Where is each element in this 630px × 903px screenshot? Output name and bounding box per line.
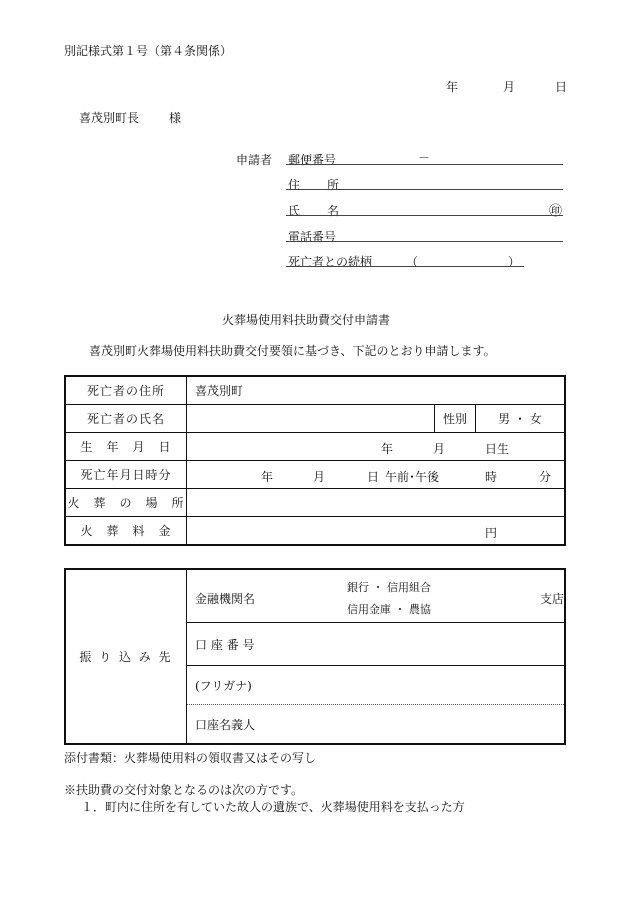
name-label-1: 氏 bbox=[288, 204, 301, 218]
phone-label: 電話番号 bbox=[288, 230, 337, 244]
account-holder-cell[interactable] bbox=[187, 705, 566, 745]
attachment-note: 添付書類：火葬場使用料の領収書又はその写し bbox=[64, 751, 317, 765]
cremation-place-cell[interactable] bbox=[187, 489, 566, 517]
address-label-1: 住 bbox=[288, 178, 301, 192]
account-holder-label: 口座名義人 bbox=[195, 717, 256, 732]
name-label-2: 名 bbox=[327, 204, 340, 218]
bank-transfer-table bbox=[64, 568, 566, 745]
form-number: 別記様式第１号（第４条関係） bbox=[64, 44, 233, 58]
bank-name-cell[interactable] bbox=[187, 569, 566, 623]
deceased-address-value: 喜茂別町 bbox=[195, 384, 244, 398]
deceased-info-table bbox=[64, 375, 566, 546]
branch-label: 支店 bbox=[540, 592, 565, 606]
cremation-place-label: 火 葬 の 場 所 bbox=[65, 489, 187, 517]
relation-close-paren: ） bbox=[508, 255, 521, 269]
address-field[interactable] bbox=[286, 189, 563, 190]
birth-date-cell[interactable] bbox=[187, 433, 566, 461]
account-number-label: 口 座 番 号 bbox=[195, 637, 255, 652]
birth-month-label: 月 bbox=[433, 442, 446, 456]
fee-unit: 円 bbox=[485, 526, 498, 540]
death-year-label: 年 bbox=[261, 470, 274, 484]
phone-field[interactable] bbox=[286, 241, 563, 242]
gender-options[interactable]: 男 ・ 女 bbox=[476, 405, 566, 433]
table-row bbox=[65, 433, 565, 461]
deceased-address-label: 死亡者の住所 bbox=[65, 376, 187, 405]
date-month-label: 月 bbox=[503, 80, 516, 94]
account-number-cell[interactable] bbox=[187, 623, 566, 666]
table-row bbox=[65, 405, 565, 433]
bank-types-line-1: 銀行 ・ 信用組合 bbox=[347, 581, 431, 594]
death-month-label: 月 bbox=[313, 470, 326, 484]
cremation-fee-label: 火 葬 料 金 bbox=[65, 517, 187, 546]
postal-field[interactable] bbox=[286, 164, 563, 165]
eligibility-heading: ※扶助費の交付対象となるのは次の方です。 bbox=[64, 783, 304, 797]
death-ampm-label: 午前･午後 bbox=[385, 470, 440, 484]
name-field[interactable] bbox=[286, 215, 563, 216]
death-day-label: 日 bbox=[367, 470, 380, 484]
table-row bbox=[65, 517, 565, 546]
birth-day-label: 日生 bbox=[485, 442, 510, 456]
furigana-cell[interactable] bbox=[187, 666, 566, 705]
cremation-fee-cell[interactable] bbox=[187, 517, 566, 546]
table-row bbox=[65, 376, 565, 405]
birth-label: 生 年 月 日 bbox=[65, 433, 187, 461]
death-hour-label: 時 bbox=[485, 470, 498, 484]
table-row bbox=[65, 461, 565, 489]
deceased-address-cell[interactable] bbox=[187, 376, 566, 405]
address-label-2: 所 bbox=[327, 178, 340, 192]
date-year-label: 年 bbox=[446, 80, 459, 94]
relation-open-paren: （ bbox=[406, 255, 419, 269]
deceased-name-label: 死亡者の氏名 bbox=[65, 405, 187, 433]
death-label: 死亡年月日時分 bbox=[65, 461, 187, 489]
document-title: 火葬場使用料扶助費交付申請書 bbox=[222, 313, 391, 327]
honorific: 様 bbox=[169, 111, 182, 125]
eligibility-item-1: １．町内に住所を有していた故人の遺族で、火葬場使用料を支払った方 bbox=[81, 800, 465, 814]
seal-mark: ㊞ bbox=[549, 204, 563, 219]
bank-label: 金融機関名 bbox=[195, 592, 256, 606]
transfer-label: 振 り 込 み 先 bbox=[65, 569, 187, 744]
intro-text: 喜茂別町火葬場使用料扶助費交付要領に基づき、下記のとおり申請します。 bbox=[89, 344, 496, 358]
relation-field[interactable] bbox=[286, 266, 524, 267]
death-minute-label: 分 bbox=[539, 470, 552, 484]
relation-label: 死亡者との続柄 bbox=[288, 255, 373, 269]
furigana-label: (フリガナ) bbox=[195, 678, 252, 693]
postal-dash: － bbox=[418, 151, 431, 165]
table-row bbox=[65, 569, 565, 623]
postal-label: 郵便番号 bbox=[288, 153, 337, 167]
table-row bbox=[65, 489, 565, 517]
gender-label: 性別 bbox=[435, 405, 476, 433]
death-datetime-cell[interactable] bbox=[187, 461, 566, 489]
birth-year-label: 年 bbox=[381, 442, 394, 456]
bank-types-line-2: 信用金庫 ・ 農協 bbox=[347, 603, 431, 616]
deceased-name-cell[interactable] bbox=[187, 405, 435, 433]
applicant-label: 申請者 bbox=[236, 153, 273, 167]
date-day-label: 日 bbox=[555, 80, 568, 94]
addressee: 喜茂別町長 bbox=[79, 111, 140, 125]
